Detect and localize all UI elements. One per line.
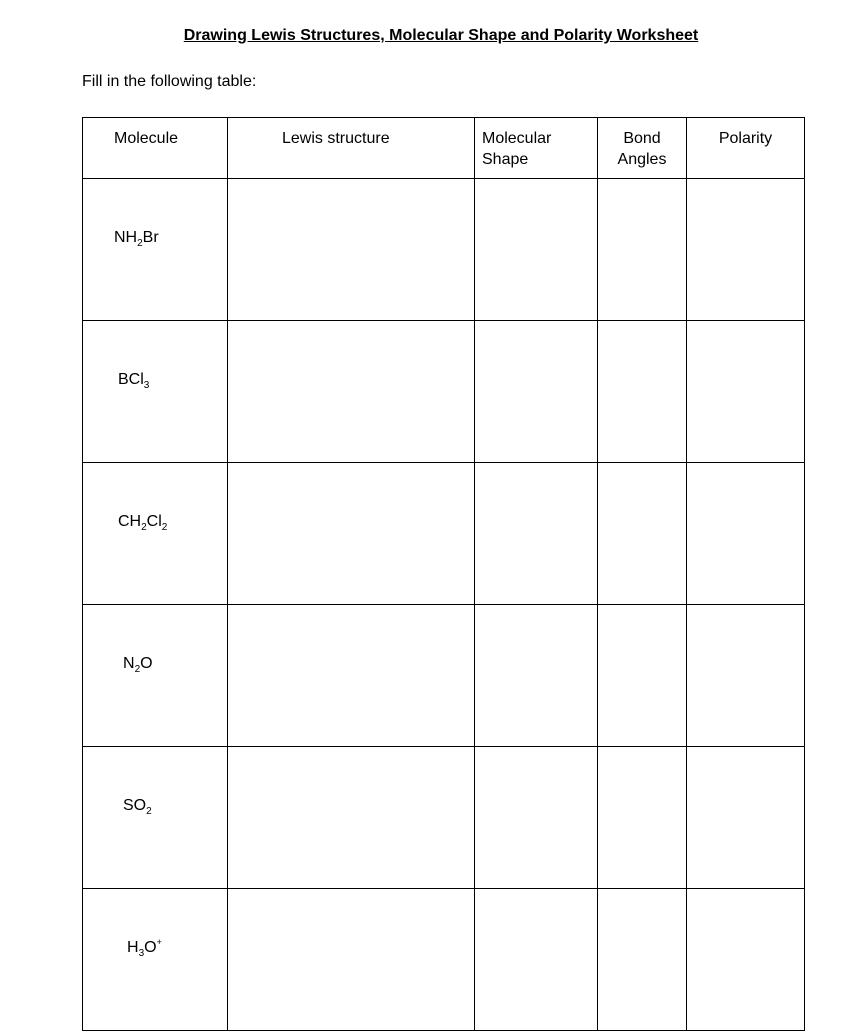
- bond-angles-cell[interactable]: [598, 179, 687, 321]
- bond-angles-cell[interactable]: [598, 463, 687, 605]
- molecular-shape-cell[interactable]: [475, 179, 598, 321]
- table-row: [83, 321, 805, 463]
- header-shape-line2: Shape: [482, 151, 529, 168]
- lewis-structure-cell[interactable]: [228, 605, 475, 747]
- formula-text: O: [144, 939, 157, 956]
- molecular-shape-cell[interactable]: [475, 605, 598, 747]
- lewis-structure-cell[interactable]: [228, 463, 475, 605]
- molecular-shape-cell[interactable]: [475, 321, 598, 463]
- formula-subscript: 2: [134, 664, 141, 675]
- formula-subscript: 2: [141, 522, 147, 533]
- formula-text: H: [127, 939, 139, 956]
- formula-subscript: 2: [161, 522, 168, 533]
- molecule-cell: [83, 321, 228, 463]
- header-polarity: [687, 118, 805, 179]
- header-polarity-label: Polarity: [718, 130, 773, 147]
- table-header-row: [83, 118, 805, 179]
- molecular-shape-cell[interactable]: [475, 463, 598, 605]
- worksheet-table: [82, 117, 805, 1031]
- molecule-formula: [83, 321, 227, 389]
- molecule-formula: [83, 889, 227, 957]
- formula-subscript: 3: [143, 380, 150, 391]
- molecule-cell: [83, 605, 228, 747]
- formula-text: Br: [142, 229, 159, 246]
- molecular-shape-cell[interactable]: [475, 747, 598, 889]
- header-lewis-label: Lewis structure: [282, 130, 390, 147]
- molecule-formula: [83, 747, 227, 815]
- polarity-cell[interactable]: [687, 463, 805, 605]
- table-row: [83, 605, 805, 747]
- formula-subscript: 3: [138, 948, 145, 959]
- table-row: [83, 889, 805, 1031]
- polarity-cell[interactable]: [687, 179, 805, 321]
- polarity-cell[interactable]: [687, 889, 805, 1031]
- header-bond-angles: [598, 118, 687, 179]
- formula-text: CH: [118, 513, 142, 530]
- formula-subscript: 2: [137, 238, 143, 249]
- molecule-cell: [83, 889, 228, 1031]
- lewis-structure-cell[interactable]: [228, 747, 475, 889]
- bond-angles-cell[interactable]: [598, 605, 687, 747]
- worksheet-title: Drawing Lewis Structures, Molecular Shape and Polarity Worksheet: [183, 27, 699, 44]
- bond-angles-cell[interactable]: [598, 321, 687, 463]
- lewis-structure-cell[interactable]: [228, 179, 475, 321]
- molecule-formula: [83, 179, 227, 247]
- header-molecule: [83, 118, 228, 179]
- header-lewis-structure: [228, 118, 475, 179]
- lewis-structure-cell[interactable]: [228, 889, 475, 1031]
- formula-text: SO: [123, 797, 147, 814]
- polarity-cell[interactable]: [687, 321, 805, 463]
- molecule-cell: [83, 179, 228, 321]
- header-shape-line1: Molecular: [482, 130, 552, 147]
- molecule-formula: [83, 463, 227, 531]
- table-row: [83, 179, 805, 321]
- molecular-shape-cell[interactable]: [475, 889, 598, 1031]
- molecule-cell: [83, 747, 228, 889]
- table-row: [83, 463, 805, 605]
- header-angles-line1: Bond: [623, 130, 661, 147]
- formula-text: N: [123, 655, 135, 672]
- formula-subscript: 2: [146, 806, 152, 817]
- bond-angles-cell[interactable]: [598, 747, 687, 889]
- formula-text: O: [140, 655, 153, 672]
- lewis-structure-cell[interactable]: [228, 321, 475, 463]
- instructions-text: Fill in the following table:: [82, 73, 257, 90]
- header-angles-line2: Angles: [617, 151, 667, 168]
- polarity-cell[interactable]: [687, 747, 805, 889]
- table-row: [83, 747, 805, 889]
- formula-superscript: +: [156, 937, 162, 947]
- polarity-cell[interactable]: [687, 605, 805, 747]
- header-molecular-shape: [475, 118, 598, 179]
- bond-angles-cell[interactable]: [598, 889, 687, 1031]
- formula-text: Cl: [146, 513, 162, 530]
- header-molecule-label: Molecule: [114, 130, 179, 147]
- formula-text: BCl: [118, 371, 144, 388]
- molecule-cell: [83, 463, 228, 605]
- formula-text: NH: [114, 229, 138, 246]
- molecule-formula: [83, 605, 227, 673]
